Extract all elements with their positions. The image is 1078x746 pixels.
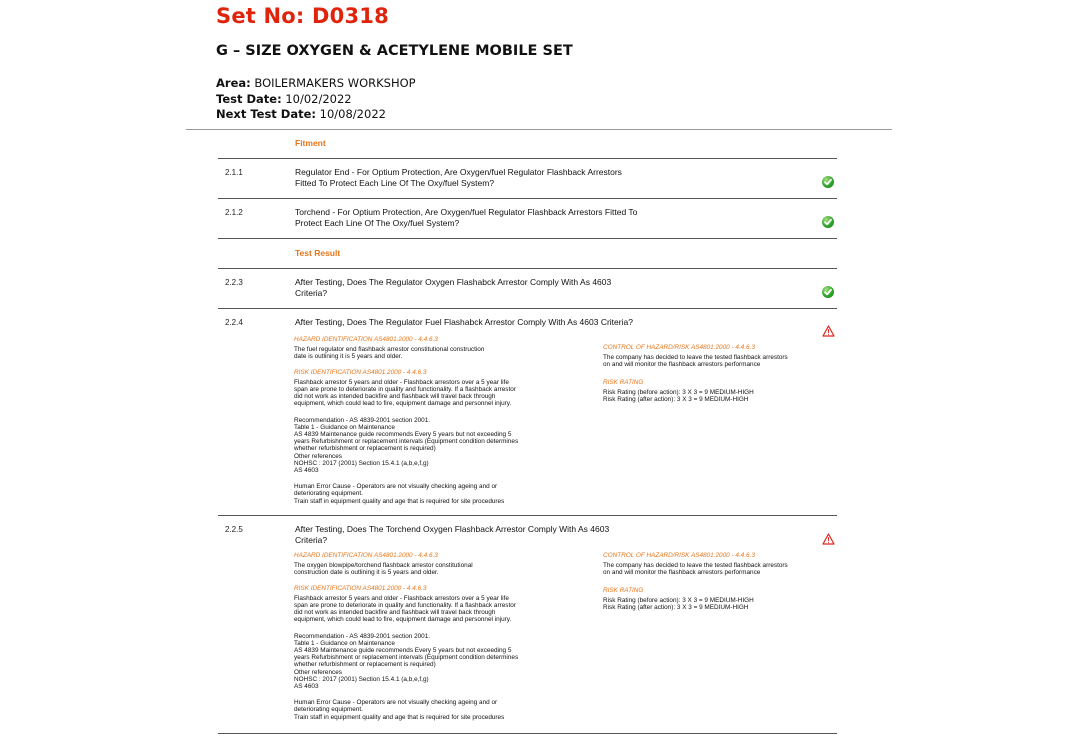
divider — [218, 238, 837, 239]
item-number: 2.2.4 — [225, 318, 243, 327]
control-of-hazard-text: The company has decided to leave the tested flashback arrestors on and will monitor the flashback arrestors performance — [603, 562, 788, 577]
test-date-label: Test Date: — [216, 92, 282, 106]
next-test-date-line — [216, 107, 386, 121]
control-details-right — [603, 552, 823, 616]
section-test-result-heading: Test Result — [295, 248, 341, 258]
divider — [218, 198, 837, 199]
next-test-date-value: 10/08/2022 — [316, 107, 386, 121]
hazard-identification-title: HAZARD IDENTIFICATION AS4801.2000 - 4.4.6.3 — [294, 336, 438, 343]
divider — [218, 308, 837, 309]
recommendation-text: Recommendation - AS 4839-2001 section 2001. Table 1 - Guidance on Maintenance AS 4839 Maintenance guide recommends Every 5 years but not exceeding 5 years Refurbishment or replacement intervals (Equipment condition determines whether refurbishment or replacement is required) Other references NOHSC : 2017 (2001) Section 15.4.1 (a,b,e,f,g) AS 4603 — [294, 416, 519, 475]
item-question: After Testing, Does The Torchend Oxygen Flashback Arrestor Comply With As 4603 Criteria? — [295, 524, 610, 545]
item-number: 2.1.2 — [225, 208, 243, 217]
divider — [218, 158, 837, 159]
set-title: G – SIZE OXYGEN & ACETYLENE MOBILE SET — [216, 43, 573, 59]
risk-rating-title: RISK RATING — [603, 586, 644, 594]
human-error-text: Human Error Cause - Operators are not visually checking ageing and or deteriorating equipment. Train staff in equipment quality and age that is required for site procedures — [294, 483, 505, 505]
control-of-hazard-title: CONTROL OF HAZARD/RISK AS4801.2000 - 4.4.6.3 — [603, 344, 755, 351]
divider — [218, 733, 837, 734]
risk-rating-text: Risk Rating (before action): 3 X 3 = 9 MEDIUM-HIGH Risk Rating (after action): 3 X 3 = 9 MEDIUM-HIGH — [603, 596, 754, 612]
check-circle-icon — [822, 176, 834, 188]
divider — [218, 268, 837, 269]
check-circle-icon — [822, 286, 834, 298]
item-question: After Testing, Does The Regulator Fuel Flashabck Arrestor Comply With As 4603 Criteria? — [295, 317, 633, 327]
item-number: 2.2.5 — [225, 525, 243, 534]
human-error-text: Human Error Cause - Operators are not visually checking ageing and or deteriorating equipment. Train staff in equipment quality and age that is required for site procedures — [294, 699, 505, 721]
test-date-line — [216, 92, 352, 106]
hazard-details-left — [294, 336, 554, 510]
next-test-date-label: Next Test Date: — [216, 107, 317, 121]
warning-triangle-icon — [822, 325, 835, 337]
header-divider — [186, 129, 892, 130]
area-line — [216, 76, 416, 90]
item-question: After Testing, Does The Regulator Oxygen Flashabck Arrestor Comply With As 4603 Criteria? — [295, 277, 612, 298]
recommendation-text: Recommendation - AS 4839-2001 section 2001. Table 1 - Guidance on Maintenance AS 4839 Maintenance guide recommends Every 5 years but not exceeding 5 years Refurbishment or replacement intervals (Equipment condition determines whether refurbishment or replacement is required) Other references NOHSC : 2017 (2001) Section 15.4.1 (a,b,e,f,g) AS 4603 — [294, 632, 519, 691]
risk-identification-title: RISK IDENTIFICATION AS4801.2000 - 4.4.6.3 — [294, 368, 427, 376]
area-value: BOILERMAKERS WORKSHOP — [250, 76, 416, 90]
warning-triangle-icon — [822, 533, 835, 545]
section-fitment-heading: Fitment — [295, 138, 326, 148]
control-details-right — [603, 344, 823, 408]
control-of-hazard-text: The company has decided to leave the tested flashback arrestors on and will monitor the flashback arrestors performance — [603, 354, 788, 369]
item-question: Regulator End - For Optium Protection, Are Oxygen/fuel Regulator Flashback Arrestors Fitted To Protect Each Line Of The Oxy/fuel System? — [295, 167, 622, 188]
risk-identification-text: Flashback arrestor 5 years and older - Flashback arrestors over a 5 year life span are prone to deteriorate in quality and functionality. If a flashback arrestor did not work as intended backfire and flashback will travel back through equipment, which could lead to fire, equipment damage and personnel injury. — [294, 594, 516, 624]
divider — [218, 515, 837, 516]
hazard-details-left — [294, 552, 554, 726]
hazard-identification-text: The fuel regulator end flashback arrestor constitutional construction date is outlining it is 5 years and older. — [294, 346, 485, 361]
risk-identification-title: RISK IDENTIFICATION AS4801.2000 - 4.4.6.3 — [294, 584, 427, 592]
check-circle-icon — [822, 216, 834, 228]
item-number: 2.2.3 — [225, 278, 243, 287]
risk-identification-text: Flashback arrestor 5 years and older - Flashback arrestors over a 5 year life span are prone to deteriorate in quality and functionality. If a flashback arrestor did not work as intended backfire and flashback will travel back through equipment, which could lead to fire, equipment damage and personnel injury. — [294, 378, 516, 408]
item-question: Torchend - For Optium Protection, Are Oxygen/fuel Regulator Flashback Arrestors Fitted To Protect Each Line Of The Oxy/fuel System? — [295, 207, 638, 228]
area-label: Area: — [216, 76, 251, 90]
test-date-value: 10/02/2022 — [281, 92, 352, 106]
risk-rating-text: Risk Rating (before action): 3 X 3 = 9 MEDIUM-HIGH Risk Rating (after action): 3 X 3 = 9 MEDIUM-HIGH — [603, 388, 754, 404]
hazard-identification-title: HAZARD IDENTIFICATION AS4801.2000 - 4.4.6.3 — [294, 552, 438, 559]
control-of-hazard-title: CONTROL OF HAZARD/RISK AS4801.2000 - 4.4.6.3 — [603, 552, 755, 559]
hazard-identification-text: The oxygen blowpipe/torchend flashback arrestor constitutional construction date is outlining it is 5 years and older. — [294, 562, 473, 577]
risk-rating-title: RISK RATING — [603, 378, 644, 386]
set-number: Set No: D0318 — [216, 4, 389, 28]
item-number: 2.1.1 — [225, 168, 243, 177]
